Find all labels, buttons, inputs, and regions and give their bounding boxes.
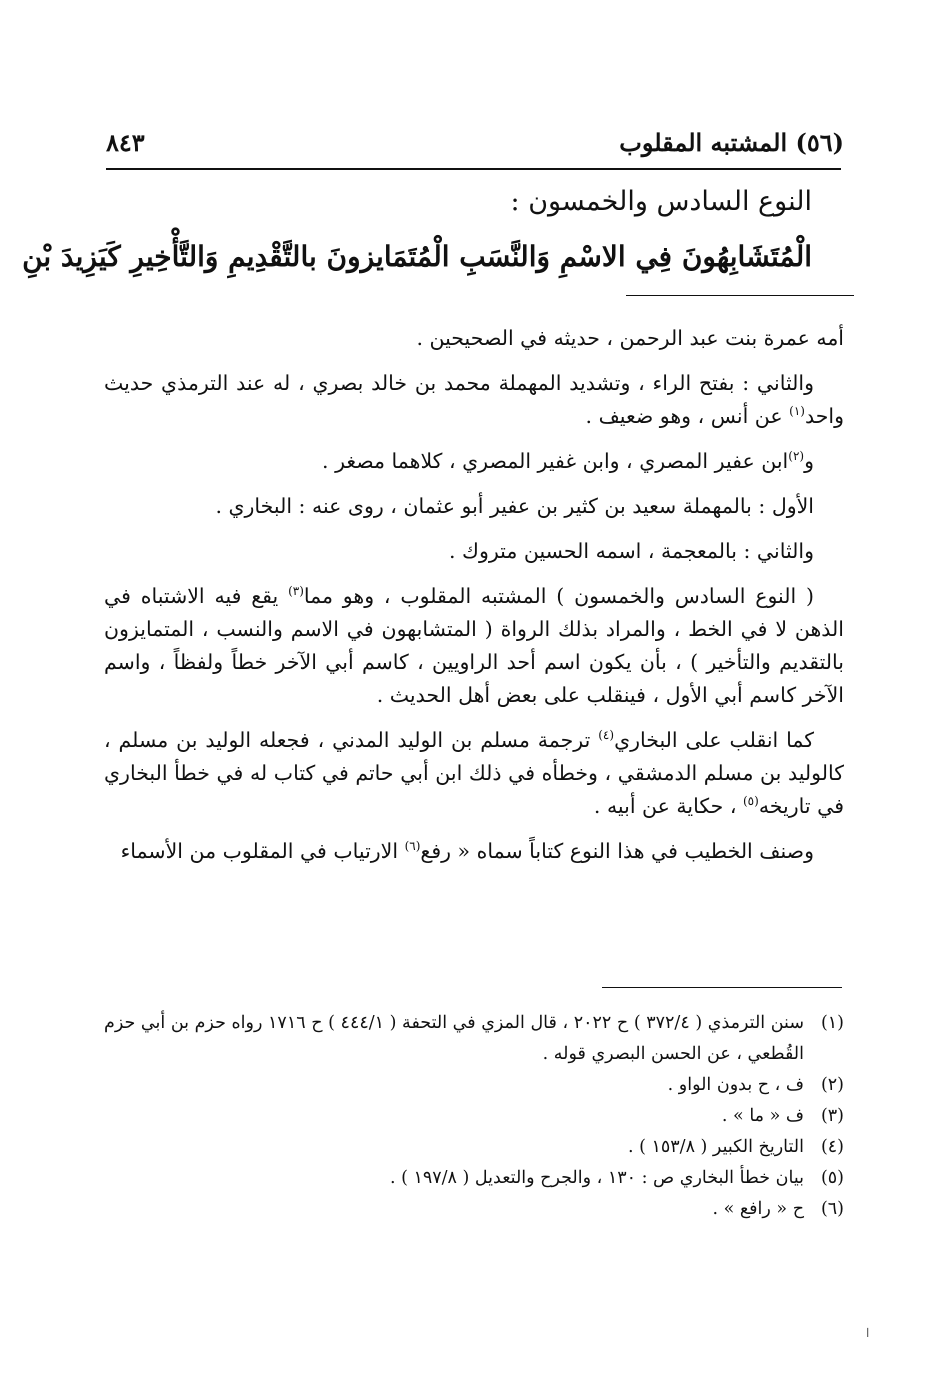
footnote-number: (١) [820,1013,844,1033]
footnote-item [104,1194,844,1225]
paragraph [104,445,844,478]
footnote-item [104,1101,844,1132]
footnote-item [104,1163,844,1194]
paragraph-text: كما انقلب على البخاري [614,728,814,752]
footnote-item [104,1132,844,1163]
paragraph-text: الارتياب في المقلوب من الأسماء [120,839,405,863]
paragraph-text: أمه عمرة بنت عبد الرحمن ، حديثه في الصحيحين . [416,326,844,350]
footnote-ref[interactable]: (٥) [742,794,759,809]
matn-text: الْمُتَشَابِهُونَ فِي الاسْمِ وَالنَّسَبِ الْمُتَمَايزونَ بالتَّقْدِيمِ وَالتَّأْخِيرِ كَيَزِيدَ بْنِ [22,240,812,273]
footnote-divider [602,987,842,988]
paragraph-text: ( النوع السادس والخمسون ) المشتبه المقلوب ، وهو مما [303,584,814,608]
footnote-text: التاريخ الكبير ( ١٥٣/٨ ) . [627,1137,804,1157]
paragraph [104,367,844,433]
paragraph-text: عن أنس ، وهو ضعيف . [585,404,790,428]
page-number: ٨٤٣ [106,128,145,157]
paragraph [104,835,844,868]
footnote-number: (٤) [820,1137,844,1157]
footnote-ref[interactable]: (١) [789,404,805,419]
footnote-number: (٦) [820,1199,844,1219]
paragraph-text: والثاني : بالمعجمة ، اسمه الحسين متروك . [449,539,814,563]
footnote-ref[interactable]: (٢) [788,449,805,464]
paragraph [104,724,844,823]
paragraph-text: ابن عفير المصري ، وابن غفير المصري ، كلاهما مصغر . [322,449,789,473]
paragraph [104,322,844,355]
section-heading: النوع السادس والخمسون : [510,186,812,217]
paragraph [104,490,844,523]
commentary-body [104,322,844,868]
footnote-item [104,1070,844,1101]
scan-mark: ا [866,1326,870,1340]
footnote-text: ف ، ح بدون الواو . [667,1075,804,1095]
paragraph-text: والثاني : بفتح الراء ، وتشديد المهملة محمد بن خالد بصري ، له عند الترمذي حديث واحد [104,371,844,428]
paragraph-text: و [804,449,814,473]
paragraph [104,580,844,712]
footnote-ref[interactable]: (٤) [598,728,615,743]
footnote-ref[interactable]: (٣) [288,584,304,599]
paragraph-text: يقع فيه الاشتباه في الذهن لا في الخط ، والمراد بذلك الرواة ( المتشابهون في الاسم والنسب ، المتمايزون بالتقديم والتأخير ) ، بأن يكون اسم أحد الراويين ، كاسم أبي الآخر خطاً ولفظاً ، واسم الآخر كاسم أبي الأول ، فينقلب على بعض أهل الحديث . [104,584,844,707]
footnotes-list [104,1008,844,1225]
footnote-text: سنن الترمذي ( ٣٧٢/٤ ) ح ٢٠٢٢ ، قال المزي في التحفة ( ٤٤٤/١ ) ح ١٧١٦ رواه حزم بن أبي حزم القُطعي ، عن الحسن البصري قوله . [104,1013,804,1064]
running-header-title: (٥٦) المشتبه المقلوب [619,128,844,157]
paragraph-text: الأول : بالمهملة سعيد بن كثير بن عفير أبو عثمان ، روى عنه : البخاري . [215,494,814,518]
footnote-text: بيان خطأ البخاري ص : ١٣٠ ، والجرح والتعديل ( ١٩٧/٨ ) . [389,1168,804,1188]
paragraph-text: ترجمة مسلم بن الوليد المدني ، فجعله الوليد بن مسلم ، كالوليد بن مسلم الدمشقي ، وخطأه في ذلك ابن أبي حاتم في كتاب له في خطأ البخاري في تاريخه [104,728,844,818]
footnote-item [104,1008,844,1070]
footnote-ref[interactable]: (٦) [404,839,421,854]
paragraph-text: وصنف الخطيب في هذا النوع كتاباً سماه « رفع [420,839,814,863]
footnote-number: (٣) [820,1106,844,1126]
paragraph [104,535,844,568]
matn-divider [626,295,854,296]
header-divider [106,168,841,170]
footnote-number: (٥) [820,1168,844,1188]
footnote-text: ف « ما » . [721,1106,804,1126]
paragraph-text: ، حكاية عن أبيه . [593,794,743,818]
footnote-text: ح « رافع » . [712,1199,804,1219]
footnote-number: (٢) [820,1075,844,1095]
